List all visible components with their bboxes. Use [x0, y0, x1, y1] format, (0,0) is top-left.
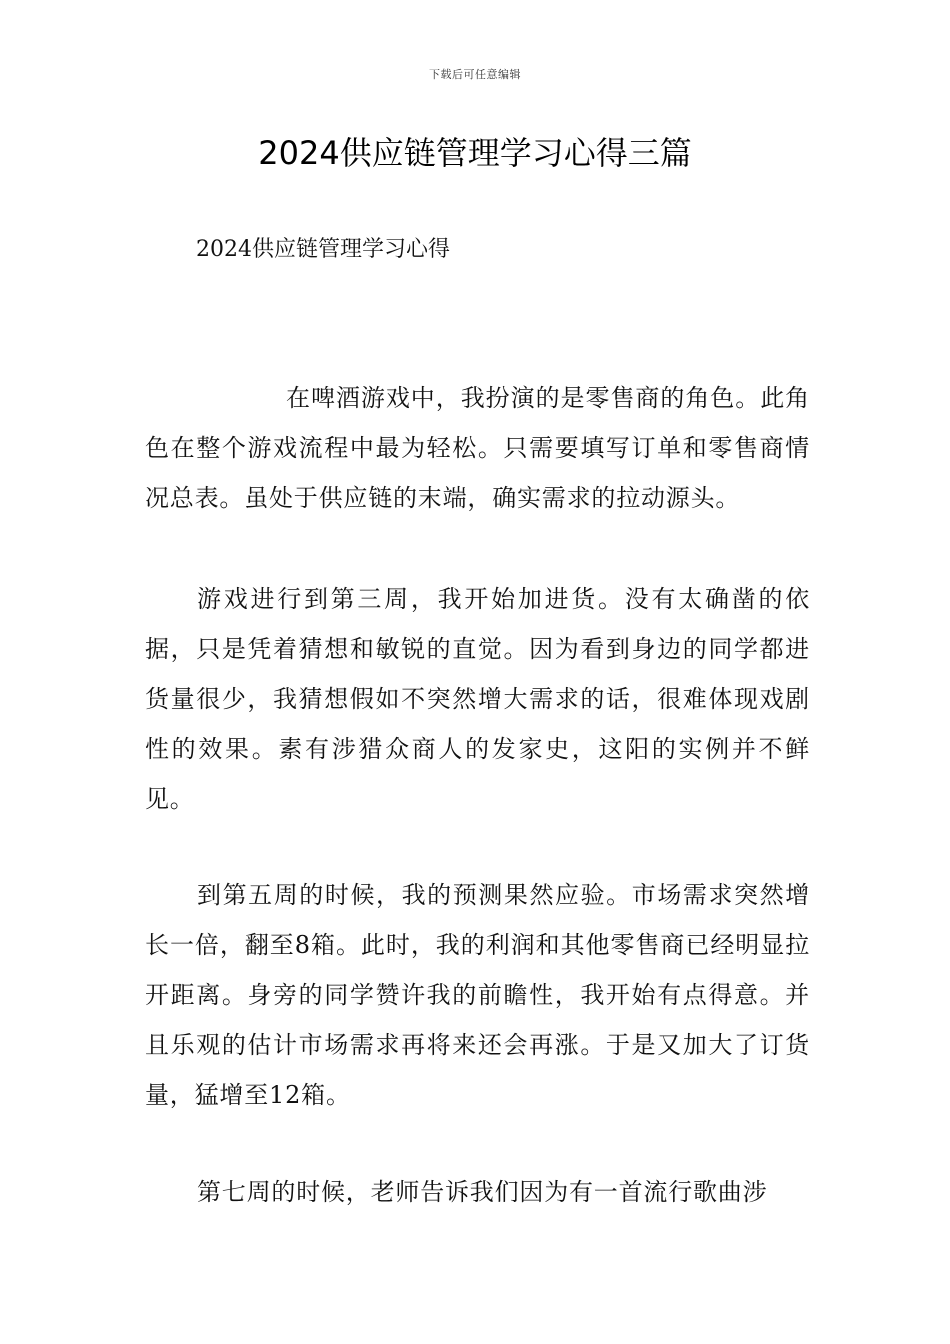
document-subtitle: 2024供应链管理学习心得	[196, 237, 450, 262]
document-title: 2024供应链管理学习心得三篇	[258, 134, 692, 172]
paragraph-1: 在啤酒游戏中，我扮演的是零售商的角色。此角色在整个游戏流程中最为轻松。只需要填写订单和零售商情况总表。虽处于供应链的末端，确实需求的拉动源头。	[145, 384, 810, 512]
paragraph-2: 游戏进行到第三周，我开始加进货。没有太确凿的依据，只是凭着猜想和敏锐的直觉。因为看到身边的同学都进货量很少，我猜想假如不突然增大需求的话，很难体现戏剧性的效果。素有涉猎众商人的发家史，这阳的实例并不鲜见。	[145, 585, 810, 813]
paragraph-3: 到第五周的时候，我的预测果然应验。市场需求突然增长一倍，翻至8箱。此时，我的利润和其他零售商已经明显拉开距离。身旁的同学赞许我的前瞻性，我开始有点得意。并且乐观的估计市场需求再将来还会再涨。于是又加大了订货量，猛增至12箱。	[145, 881, 810, 1109]
header-note: 下载后可任意编辑	[429, 68, 521, 81]
paragraph-4: 第七周的时候，老师告诉我们因为有一首流行歌曲涉	[197, 1178, 768, 1206]
